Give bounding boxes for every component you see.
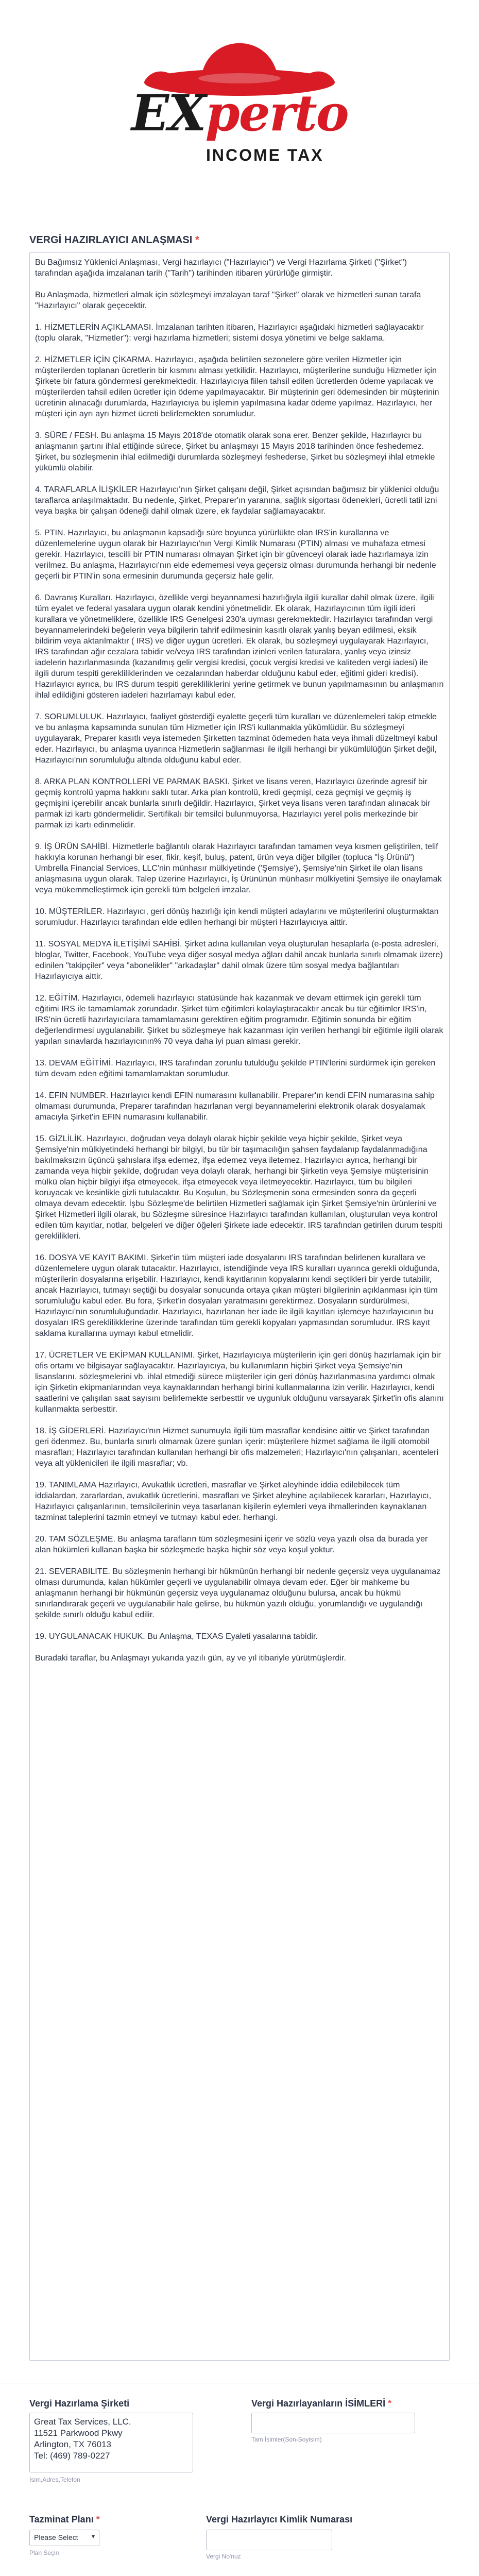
logo-text-ex: EX xyxy=(131,84,206,142)
agreement-textarea[interactable]: Bu Bağımsız Yüklenici Anlaşması, Vergi hazırlayıcı ("Hazırlayıcı") ve Vergi Hazırlama Şirketi ("Şirket") tarafından aşağıda imzalanan tarih ("Tarih") tarihinden itibaren yürürlüğe girmiştir. Bu Anlaşmada, hizmetleri almak için sözleşmeyi imzalayan taraf "Şirket" olarak ve hizmetleri sunan tarafa "Hazırlayıcı" olarak geçecektir. 1. HİZMETLERİN AÇIKLAMASI. İmzalanan tarihten itibaren, Hazırlayıcı aşağıdaki hizmetleri sağlayacaktır (toplu olarak, "Hizmetler"): vergi hazırlama hizmetleri; sistemi dosya yönetimi ve belge saklama. 2. HİZMETLER İÇİN ÇİKARMA. Hazırlayıcı, aşağıda belirtilen sezonelere göre verilen Hizmetler için müşterilerden toplanan ücretlerin bir kısmını alması yetkilidir. Hazırlayıcı, müşterilerine sunduğu Hizmetler için Şirkete bir fatura göndermesi gerekmektedir. Hazırlayıcıya fiilen tahsil edilen ücretlerden ödeme yapılacak ve müşterilerden tahsil edilen ücretler için ödeme yapılmayacaktır. Bir müşterinin geri ödemesinden bir müşterinin ücretinin alınacağı durumlarda, Hazırlayıcıya bu işlemin yapılmasına kadar ödeme yapılmaz. Hazırlayıcı, her müşteri için ayrı ayrı hizmet ücreti belirlemekten sorumludur. 3. SÜRE / FESH. Bu anlaşma 15 Mayıs 2018'de otomatik olarak sona erer. Benzer şekilde, Hazırlayıcı bu anlaşmanın şartını ihlal ettiğinde sürece, Şirket bu anlaşmayı 15 Mayıs 2018 tarihinden önce feshedemez. Şirket, bu sözleşmenin ihlal edilmediği durumlarda sözleşmeyi feshederse, Şirket bu sözleşmeyi ihlal etmekle yükümlü olabilir. 4. TARAFLARLA İLİŞKİLER Hazırlayıcı'nın Şirket çalışanı değil, Şirket açısından bağımsız bir yüklenici olduğu taraflarca anlaşılmaktadır. Bu nedenle, Şirket, Preparer'ın yaranına, sağlık sigortası ödenekleri, ücretli tatil izni veya başka bir çalışan ödeneği dahil olmak üzere, ek faydalar sağlamayacaktır. 5. PTIN. Hazırlayıcı, bu anlaşmanın kapsadığı süre boyunca yürürlükte olan IRS'in kurallarına ve düzenlemelerine uygun olarak bir Hazırlayıcı'nın Vergi Kimlik Numarası (PTIN) alması ve muhafaza etmesi gerekir. Hazırlayıcı, tescilli bir PTIN numarası olmayan Şirket için bir güvenceyi olarak iade hazırlamaya izin verilmez. Bu anlaşma, Hazırlayıcı'nın elde edememesi veya geçersiz olması durumunda herhangi bir nedenle geçerli bir PTIN'in sona ermesinin durumunda geçersiz hale gelir. 6. Davranış Kuralları. Hazırlayıcı, özellikle vergi beyannamesi hazırlığıyla ilgili kurallar dahil olmak üzere, ilgili tüm eyalet ve federal yasalara uygun olarak kendini yönetmelidir. Ek olarak, Hazırlayıcının tüm ilgili ideri kurallara ve yönetmeliklere, özellikle IRS Genelgesi 230'a uyması gerekmektedir. Hazırlayıcı tarafından vergi beyannamelerindeki beğelerin veya bilgilerin tahrif edilmesinin kasıtlı olarak yanlış beyan edilmesi, eksik bildirim veya aktarılmaktır ( IRS) ve diğer uygun ücretleri. Ek olarak, bu sözleşmeyi uygulayarak Hazırlayıcı, IRS tarafından ağır cezalara tabidir ve/veya IRS tarafından izinleri verilen faturalara, yanlış veya izinsiz iadelerin hazırlanmasında (kazanılmış gelir vergisi kredisi, çocuk vergisi kredisi ve kaliteden vergi iadesi) ile ilgili durum tespiti gerekliliklerinden ve cezalarından haberdar olduğunu kabul eder, eğitimi gideri kredisi). Hazırlayıcı ayrıca, bu IRS durum tespiti gerekliliklerini yerine getirmek ve bunun yapılmamasının bu anlaşmanın ihlal edildiğini gösteren iadeleri hazırlamayı kabul eder. 7. SORUMLULUK. Hazırlayıcı, faaliyet gösterdiği eyalette geçerli tüm kuralları ve düzenlemeleri takip etmekle ve bu anlaşma kapsamında sunulan tüm Hizmetler için IRS'i kullanmakla yükümlüdür. Bu sözleşmeyi uygulayarak, Preparer kasıtlı veya istemeden Şirketten tazminat ödemeden hata veya ihmali düzeltmeyi kabul eder. Hazırlayıcı, bu anlaşma uyarınca Hizmetlerin sağlanması ile ilgili herhangi bir yükümlülüğün Şirket değil, Hazırlayıcı'nın sorumluluğu altında olduğunu kabul eder. 8. ARKA PLAN KONTROLLERİ VE PARMAK BASKI. Şirket ve lisans veren, Hazırlayıcı üzerinde agresif bir geçmiş kontrolü yapma hakkını saklı tutar. Arka plan kontrolü, kredi geçmişi, ceza geçmişi ve geçmiş iş geçmişini içerebilir ancak bunlarla sınırlı değildir. Hazırlayıcı, Şirket veya lisans veren tarafından alınacak bir parmak izi kartı göndermelidir. Sertifikalı bir temsilci bulunmuyorsa, Hazırlayıcı yerel polis merkezinde bir parmak izi kartı edinmelidir. 9. İŞ ÜRÜN SAHİBİ. Hizmetlerle bağlantılı olarak Hazırlayıcı tarafından tamamen veya kısmen geliştirilen, telif hakkıyla korunan herhangi bir eser, fikir, keşif, buluş, patent, ürün veya diğer bilgiler (topluca "İş Ürünü") Umbrella Financial Services, LLC'nin münhasır mülkiyetinde ('Şemsiye'), Şemsiye'nin Şirket ile olan lisans anlaşmasına uygun olarak. Talep üzerine Hazırlayıcı, İş Ürününün münhasır mülkiyetini Şemsiye ile onaylamak veya mükemmelleştirmek için gerekli tüm belgeleri imzalar. 10. MÜŞTERİLER. Hazırlayıcı, geri dönüş hazırlığı için kendi müşteri adaylarını ve müşterilerini oluşturmaktan sorumludur. Hazırlayıcı tarafından elde edilen herhangi bir müşteri Hazırlayıcıya aittir. 11. SOSYAL MEDYA İLETİŞİMİ SAHİBİ. Şirket adına kullanılan veya oluşturulan hesaplarla (e-posta adresleri, bloglar, Twitter, Facebook, YouTube veya diğer sosyal medya ağları dahil ancak bunlarla sınırlı olmamak üzere) edinilen "takipçiler" veya "abonelikler" "arkadaşlar" dahil olmak üzere tüm sosyal medya bağlantıları Hazırlayıcıya aittir. 12. EĞİTİM. Hazırlayıcı, ödemeli hazırlayıcı statüsünde hak kazanmak ve devam ettirmek için gerekli tüm eğitimi IRS ile tamamlamak zorundadır. Şirket tüm eğitimleri kolaylaştıracaktır ancak bu tür eğitimler IRS'in, IRS'nin ücretli hazırlayıcılara tamamlamasını gerektiren eğitim programıdır. Eğitimin sonunda bir eğitim değerlendirmesi uygulanabilir. Şirket bu sözleşmeye hak kazanması için verilen herhangi bir eğitimle ilgili olarak yapılan sınavlarda hazırlayıcının% 70 veya daha iyi puan alması gerekir. 13. DEVAM EĞİTİMİ. Hazırlayıcı, IRS tarafından zorunlu tutulduğu şekilde PTIN'lerini sürdürmek için gereken tüm devam eden eğitimi tamamlamaktan sorumludur. 14. EFIN NUMBER. Hazırlayıcı kendi EFIN numarasını kullanabilir. Preparer'ın kendi EFIN numarasına sahip olmaması durumunda, Preparer tarafından hazırlanan vergi beyannamelerini elektronik olarak dosyalamak amacıyla Şirket'in EFIN numarasını kullanabilir. 15. GİZLİLİK. Hazırlayıcı, doğrudan veya dolaylı olarak hiçbir şekilde veya hiçbir şekilde, Şirket veya Şemsiye'nin mülkiyetindeki herhangi bir bilgiyi, bu tür bir taşımacılığın şahsen faydalanıp faydalanmadığına bakılmaksızın üçüncü şahıslara ifşa edemez, ifşa edemez veya iletemez. Hazırlayıcı ayrıca, herhangi bir zamanda veya hiçbir şekilde, doğrudan veya dolaylı olarak, herhangi bir Şirketin veya Şemsiye müşterisinin mülkü olan hiçbir bilgiyi ifşa etmeyecek, ifşa etmeyecek veya iletmeyecektir. Hazırlayıcı, tüm bu bilgileri koruyacak ve kesinlikle gizli tutulacaktır. Bu Koşulun, bu Sözleşmenin sona ermesinden sonra da geçerli olmaya devam edecektir. İşbu Sözleşme'de belirtilen Hizmetleri sağlamak için Şirket Şemsiye'nin ürünlerini ve Şirket Hizmetleri ilgili olarak, bu Sözleşme süresince Hazırlayıcı tarafından kullanılan, oluşturulan veya kontrol edilen tüm kayıtlar, notlar, belgeleri ve diğer öğeleri Şirkete iade edecektir. IRS tarafından getirilen durum tespiti gereklilikleri. 16. DOSYA VE KAYIT BAKIMI. Şirket'in tüm müşteri iade dosyalarını IRS tarafından belirlenen kurallara ve düzenlemelere uygun olarak tutacaktır. Hazırlayıcı, istendiğinde veya IRS kuralları uyarınca gerekli olduğunda, müşterilerin dosyalarına erişebilir. Hazırlayıcı, kendi kayıtlarının kopyalarını kendi seçtikleri bir yerde tutabilir, ancak Hazırlayıcı, tutmayı seçtiği bu dosyalar sonucunda ortaya çıkan müşteri bilgilerinin açıklanması için tüm sorumluluğu kabul eder. Bu fora, Şirket'in dosyaları yaratmasını gerektirmez. Dosyaların sürdürülmesi, Hazırlayıcı'nın sorumluluğundadır. Hazırlayıcı, hazırlanan her iade ile ilgili kayıtları işlemeye hazırlayıcının bu dosyaları IRS gereklilikklerine üzerinde tarafından tüm gerekli kopyaları yapmasından sorumludur. IRS kayıt saklama kurallarına uymayı kabul etmelidir. 17. ÜCRETLER VE EKİPMAN KULLANIMI. Şirket, Hazırlayıcıya müşterilerin için geri dönüş hazırlamak için bir ofis ortamı ve bilgisayar sağlayacaktır. Hazırlayıcıya, bu kullanımların hiçbiri Şirket veya Şemsiye'nin lisanslarını, sözleşmelerini vb. ihlal etmediği sürece müşteriler için geri dönüş hazırlanmasına yardımcı olmak için Şirketin ekipmanlarından veya kaynaklarından herhangi birini kullanmalarına izin verilir. Hazırlayıcı, kendi saatlerini ve çalışılan saat sayısını belirlemekte serbesttir ve uygunluk olduğunu varsayarak Şirket'in ofis alanını kullanmakta serbesttir. 18. İŞ GİDERLERİ. Hazırlayıcı'nın Hizmet sunumuyla ilgili tüm masraflar kendisine aittir ve Şirket tarafından geri ödenmez. Bu, bunlarla sınırlı olmamak üzere şunları içerir: müşterilere hizmet sağlama ile ilgili otomobil masrafları; Hazırlayıcı tarafından kullanılan herhangi bir ofis malzemeleri; Hazırlayıcı'nın çalışanları, acenteleri veya alt yüklenicileri ile ilgili masraflar; vb. 19. TANIMLAMA Hazırlayıcı, Avukatlık ücretleri, masraflar ve Şirket aleyhinde iddia edilebilecek tüm iddialardan, zararlardan, avukatlık ücretlerini, masrafları ve Şirket aleyhine açılabilecek kararları, Hazırlayıcı, Hazırlayıcı çalışanlarının, temsilcilerinin veya tasarlanan kişilerin eylemleri veya ihmallerinden kaynaklanan tazminat taleplerini tazmin etmeyi ve tutmayı kabul eder. herhangi. 20. TAM SÖZLEŞME. Bu anlaşma tarafların tüm sözleşmesini içerir ve sözlü veya yazılı olsa da burada yer alan hükümleri kullanan başka bir sözleşmede başka hiçbir söz veya koşul yoktur. 21. SEVERABILITE. Bu sözleşmenin herhangi bir hükmünün herhangi bir nedenle geçersiz veya uygulanamaz olması durumunda, kalan hükümler geçerli ve uygulanabilir olmaya devam eder. Eğer bir mahkeme bu anlaşmanın herhangi bir hükmünün geçersiz veya uygulanamaz olduğunu bulursa, ancak bu hükmü sınırlandırarak geçerli ve uygulanabilir hale gelirse, bu hükmün yazılı olduğu, yorumlandığı ve uygulandığı şekilde sınırlı olduğu kabul edilir. 19. UYGULANACAK HUKUK. Bu Anlaşma, TEXAS Eyaleti yasalarına tabidir. Buradaki taraflar, bu Anlaşmayı yukarıda yazılı gün, ay ve yıl itibariyle yürütmüşlerdir. xyxy=(29,252,450,2361)
logo xyxy=(0,0,479,216)
company-label: Vergi Hazırlama Şirketi xyxy=(29,2398,130,2409)
agreement-title-text: VERGİ HAZIRLAYICI ANLAŞMASI xyxy=(29,234,193,246)
company-sublabel: İsim,Adres,Telefon xyxy=(29,2476,80,2483)
chevron-down-icon: ▾ xyxy=(91,2533,95,2540)
preparer-name-label xyxy=(251,2398,391,2409)
required-mark: * xyxy=(388,2398,392,2409)
preparer-name-label-text: Vergi Hazırlayanların İSİMLERİ xyxy=(251,2398,386,2409)
plan-label-text: Tazminat Planı xyxy=(29,2514,94,2524)
plan-select-value: Please Select xyxy=(34,2533,78,2541)
plan-select[interactable] xyxy=(29,2530,99,2546)
id-number-sublabel: Vergi No'nuz xyxy=(206,2553,241,2560)
company-address-field[interactable]: Great Tax Services, LLC. 11521 Parkwood Pkwy Arlington, TX 76013 Tel: (469) 789-0227 xyxy=(29,2413,193,2472)
preparer-name-input[interactable] xyxy=(251,2413,415,2433)
agreement-title xyxy=(29,234,199,246)
id-number-label: Vergi Hazırlayıcı Kimlik Numarası xyxy=(206,2514,353,2524)
logo-text-perto: perto xyxy=(205,84,348,142)
preparer-name-sublabel: Tam İsimler(Son-Soyisim) xyxy=(251,2436,322,2443)
plan-label xyxy=(29,2514,100,2525)
required-mark: * xyxy=(96,2514,100,2524)
logo-wordmark xyxy=(131,82,348,144)
plan-sublabel: Plan Seçin xyxy=(29,2549,59,2556)
required-mark: * xyxy=(195,234,199,246)
id-number-input[interactable] xyxy=(206,2530,332,2550)
logo-tagline: INCOME TAX xyxy=(206,146,324,164)
